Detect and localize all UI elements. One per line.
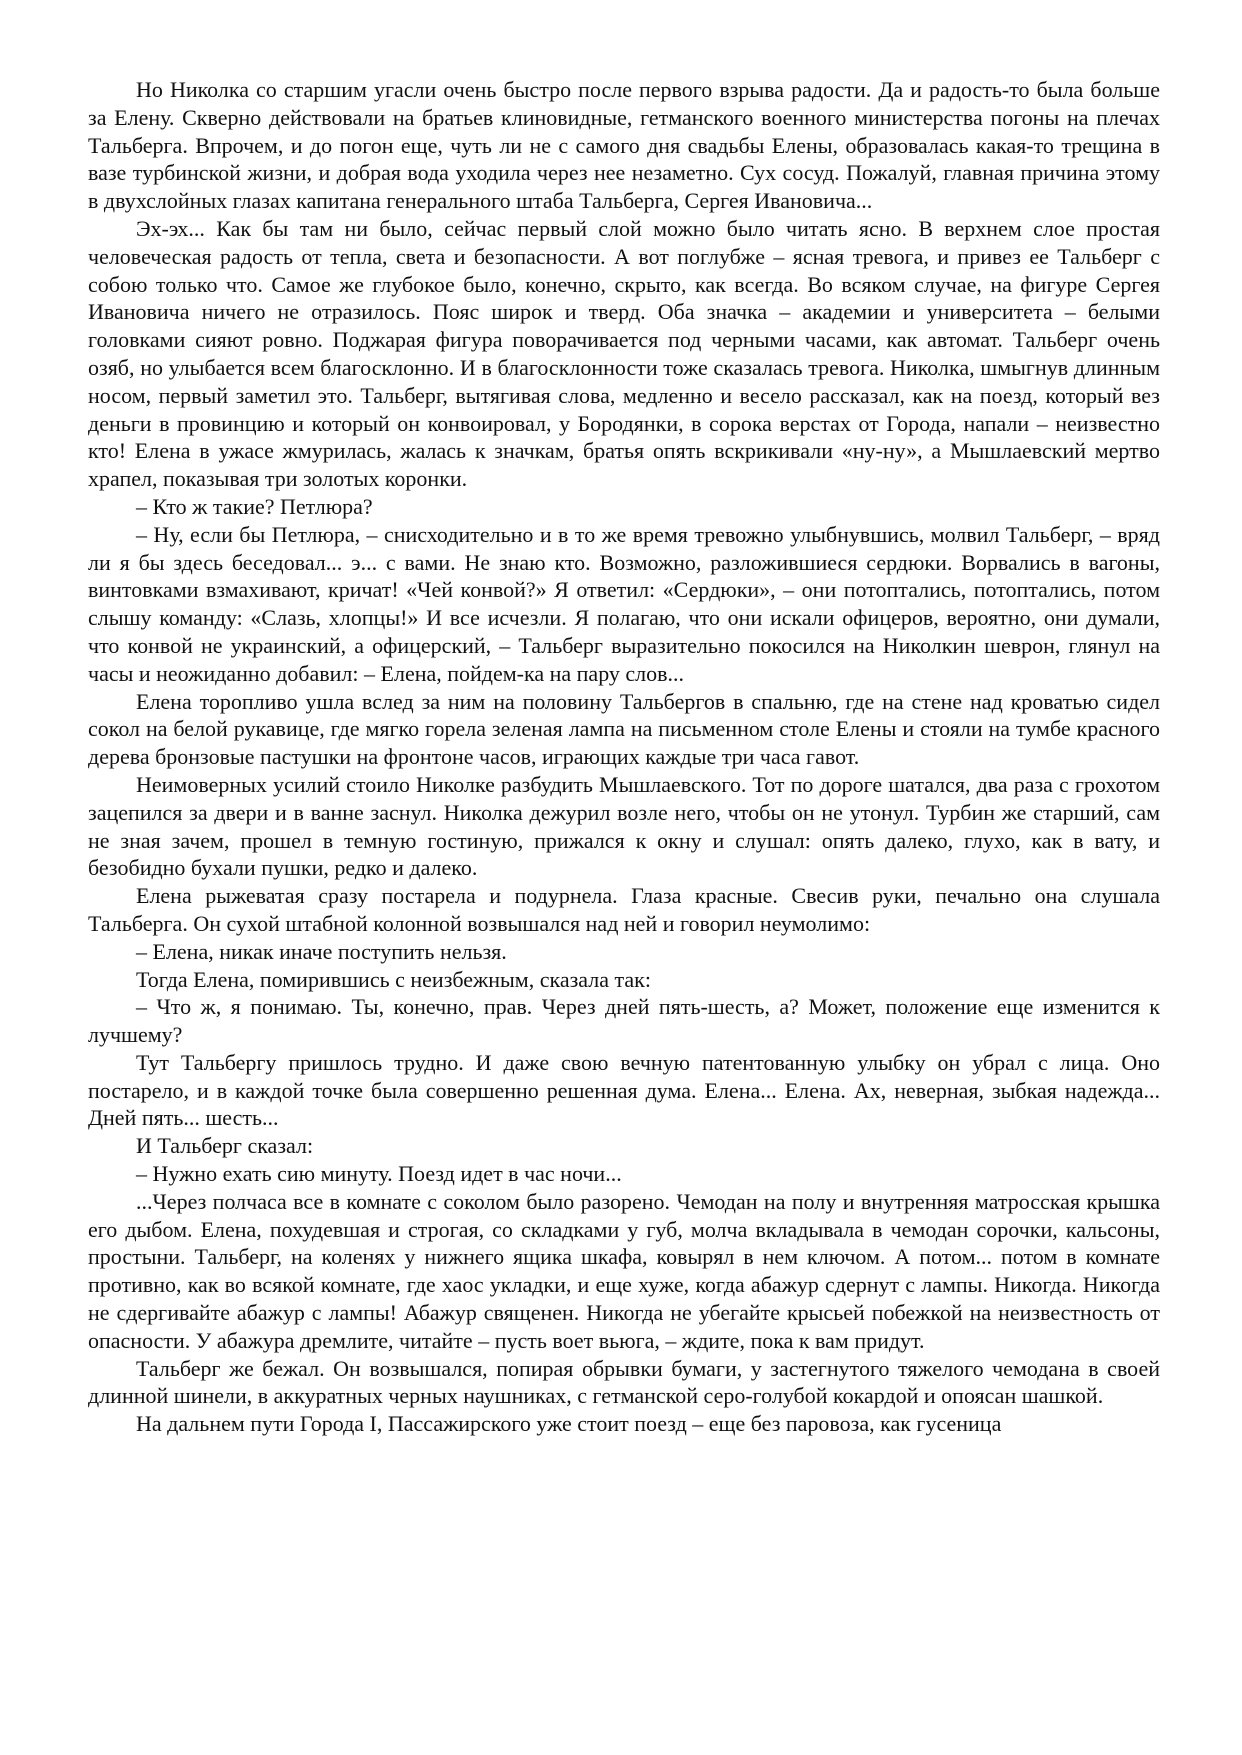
paragraph: Тогда Елена, помирившись с неизбежным, сказала так:: [136, 966, 651, 992]
book-page: [88, 76, 1160, 1438]
paragraph: Неимоверных усилий стоило Николке разбудить Мышлаевского. Тот по дороге шатался, два раза с грохотом зацепился за двери и в ванне заснул. Николка дежурил возле него, чтобы он не утонул. Турбин же старший, сам не зная зачем, прошел в темную гостиную, прижался к окну и слушал: опять далеко, глухо, как в вату, и безобидно бухали пушки, редко и далеко.: [88, 771, 1160, 881]
paragraph: Но Николка со старшим угасли очень быстро после первого взрыва радости. Да и радость-то была больше за Елену. Скверно действовали на братьев клиновидные, гетманского военного министерства погоны на плечах Тальберга. Впрочем, и до погон еще, чуть ли не с самого дня свадьбы Елены, образовалась какая-то трещина в вазе турбинской жизни, и добрая вода уходила через нее незаметно. Сух сосуд. Пожалуй, главная причина этому в двухслойных глазах капитана генерального штаба Тальберга, Сергея Ивановича...: [88, 77, 1160, 214]
paragraph: – Нужно ехать сию минуту. Поезд идет в час ночи...: [136, 1161, 622, 1187]
paragraph: – Кто ж такие? Петлюра?: [136, 493, 373, 519]
paragraph: Эх-эх... Как бы там ни было, сейчас первый слой можно было читать ясно. В верхнем слое простая человеческая радость от тепла, света и безопасности. А вот поглубже – ясная тревога, и привез ее Тальберг с собою только что. Самое же глубокое было, конечно, скрыто, как всегда. Во всяком случае, на фигуре Сергея Ивановича ничего не отразилось. Пояс широк и тверд. Оба значка – академии и университета – белыми головками сияют ровно. Поджарая фигура поворачивается под черными часами, как автомат. Тальберг очень озяб, но улыбается всем благосклонно. И в благосклонности тоже сказалась тревога. Николка, шмыгнув длинным носом, первый заметил это. Тальберг, вытягивая слова, медленно и весело рассказал, как на поезд, который вез деньги в провинцию и который он конвоировал, у Бородянки, в сорока верстах от Города, напали – неизвестно кто! Елена в ужасе жмурилась, жалась к значкам, братья опять вскрикивали «ну-ну», а Мышлаевский мертво храпел, показывая три золотых коронки.: [88, 215, 1160, 492]
paragraph: Тут Тальбергу пришлось трудно. И даже свою вечную патентованную улыбку он убрал с лица. Оно постарело, и в каждой точке была совершенно решенная дума. Елена... Елена. Ах, неверная, зыбкая надежда... Дней пять... шесть...: [88, 1049, 1160, 1131]
paragraph: ...Через полчаса все в комнате с соколом было разорено. Чемодан на полу и внутренняя матросская крышка его дыбом. Елена, похудевшая и строгая, со складками у губ, молча вкладывала в чемодан сорочки, кальсоны, простыни. Тальберг, на коленях у нижнего ящика шкафа, ковырял в нем ключом. А потом... потом в комнате противно, как во всякой комнате, где хаос укладки, и еще хуже, когда абажур сдернут с лампы. Никогда. Никогда не сдергивайте абажур с лампы! Абажур священен. Никогда не убегайте крысьей побежкой на неизвестность от опасности. У абажура дремлите, читайте – пусть воет вьюга, – ждите, пока к вам придут.: [88, 1188, 1160, 1353]
paragraph: Елена рыжеватая сразу постарела и подурнела. Глаза красные. Свесив руки, печально она слушала Тальберга. Он сухой штабной колонной возвышался над ней и говорил неумолимо:: [88, 883, 1160, 936]
paragraph: На дальнем пути Города I, Пассажирского уже стоит поезд – еще без паровоза, как гусеница: [136, 1411, 1002, 1437]
paragraph: – Ну, если бы Петлюра, – снисходительно и в то же время тревожно улыбнувшись, молвил Тальберг, – вряд ли я бы здесь беседовал... э... с вами. Не знаю кто. Возможно, разложившиеся сердюки. Ворвались в вагоны, винтовками взмахивают, кричат! «Чей конвой?» Я ответил: «Сердюки», – они потоптались, потоптались, потом слышу команду: «Слазь, хлопцы!» И все исчезли. Я полагаю, что они искали офицеров, вероятно, они думали, что конвой не украинский, а офицерский, – Тальберг выразительно покосился на Николкин шеврон, глянул на часы и неожиданно добавил: – Елена, пойдем-ка на пару слов...: [88, 521, 1160, 686]
paragraph: Елена торопливо ушла вслед за ним на половину Тальбергов в спальню, где на стене над кроватью сидел сокол на белой рукавице, где мягко горела зеленая лампа на письменном столе Елены и стояли на тумбе красного дерева бронзовые пастушки на фронтоне часов, играющих каждые три часа гавот.: [88, 688, 1160, 770]
paragraph: – Елена, никак иначе поступить нельзя.: [136, 938, 507, 964]
paragraph: – Что ж, я понимаю. Ты, конечно, прав. Через дней пять-шесть, а? Может, положение еще изменится к лучшему?: [88, 994, 1160, 1048]
paragraph: Тальберг же бежал. Он возвышался, попирая обрывки бумаги, у застегнутого тяжелого чемодана в своей длинной шинели, в аккуратных черных наушниках, с гетманской серо-голубой кокардой и опоясан шашкой.: [88, 1355, 1160, 1409]
paragraph: И Тальберг сказал:: [136, 1133, 314, 1159]
